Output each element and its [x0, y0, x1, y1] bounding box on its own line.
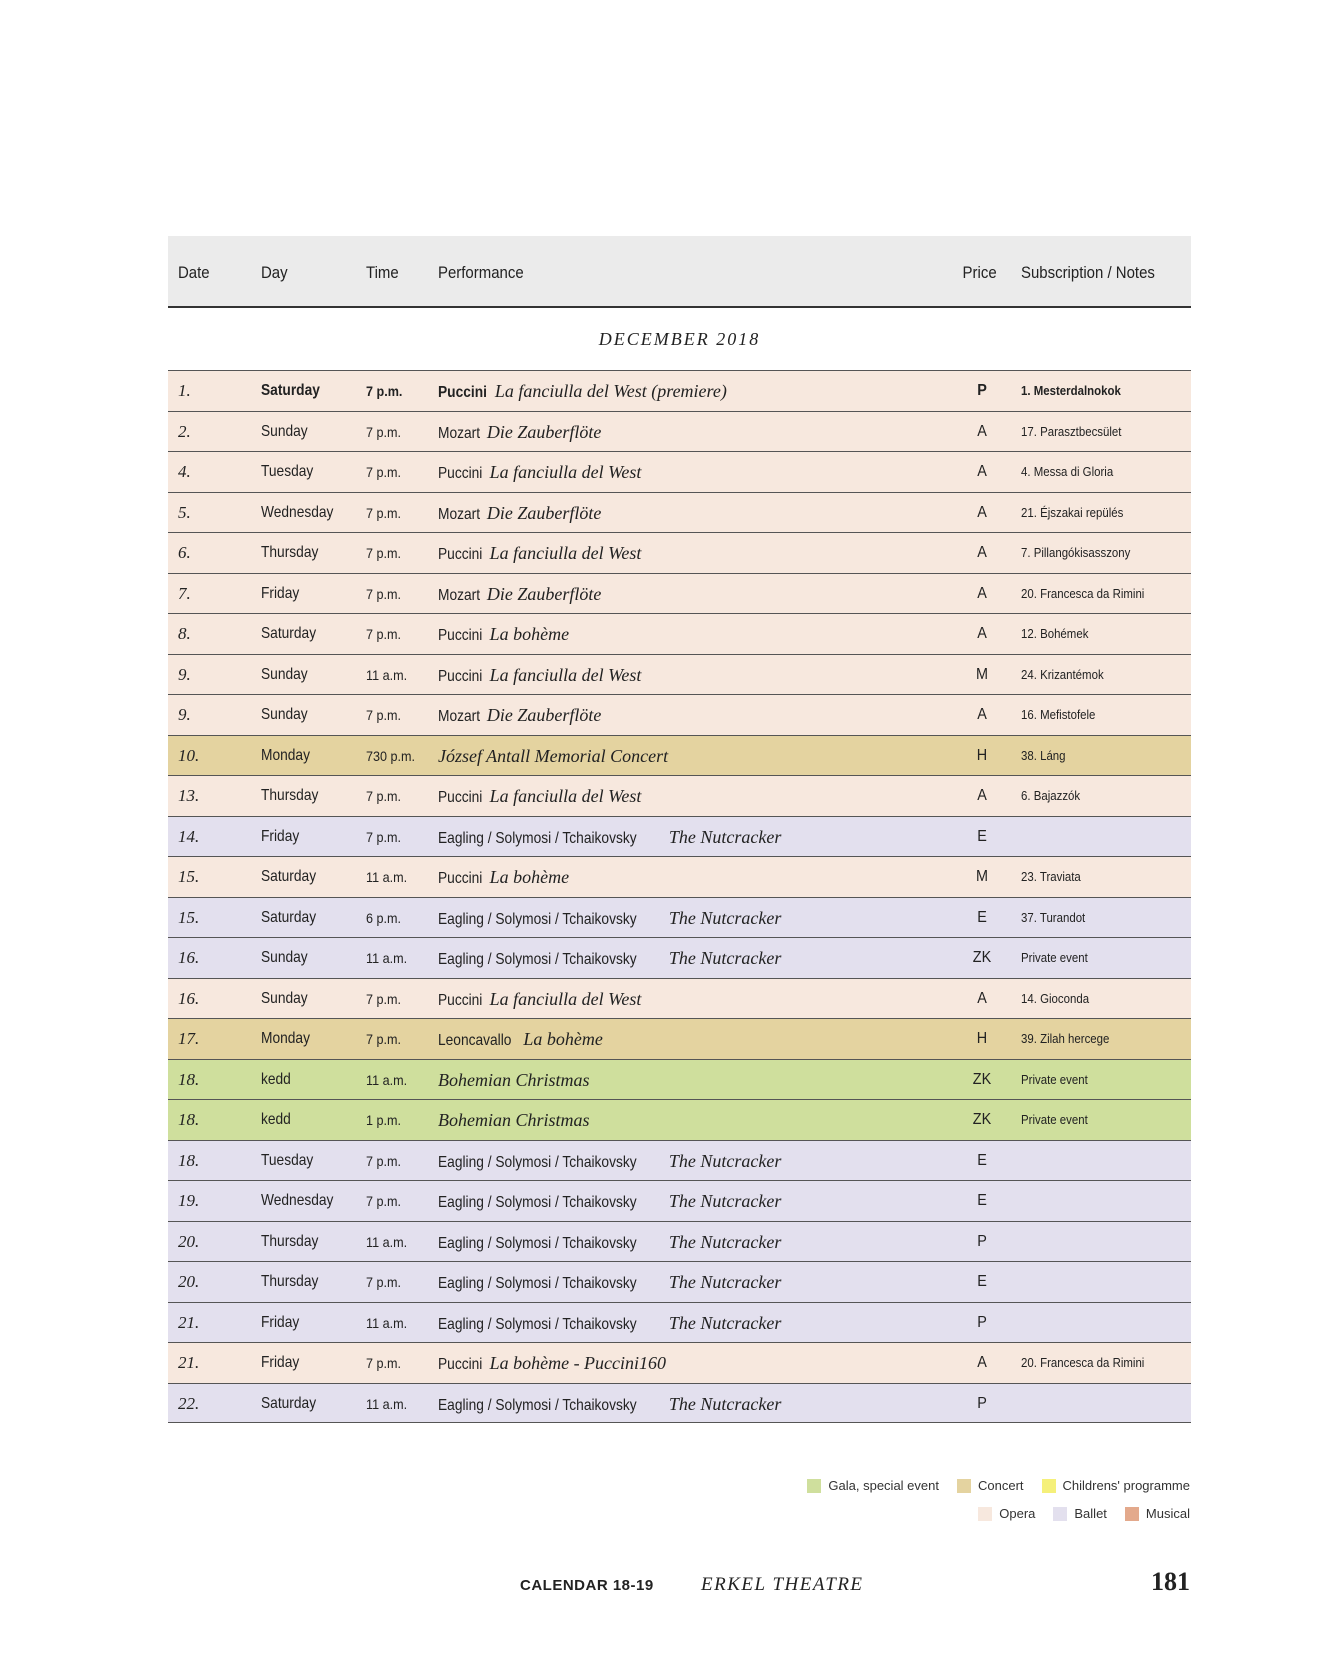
- row-notes: 37. Turandot: [1021, 909, 1086, 925]
- row-composer: Mozart: [438, 708, 481, 725]
- row-time: 7 p.m.: [366, 545, 402, 561]
- table-row: [168, 694, 1191, 735]
- row-composer: Eagling / Solymosi / Tchaikovsky: [438, 1315, 637, 1333]
- row-date: 16.: [178, 988, 200, 1008]
- table-row: [168, 1059, 1191, 1100]
- row-time: 7 p.m.: [366, 1193, 402, 1209]
- row-title: La bohème: [489, 624, 570, 644]
- row-title: The Nutcracker: [668, 826, 782, 847]
- row-day: Tuesday: [261, 1151, 314, 1169]
- row-day: Friday: [261, 584, 300, 602]
- legend-swatch: [978, 1507, 992, 1521]
- row-title: The Nutcracker: [668, 948, 782, 968]
- row-day: Sunday: [261, 949, 308, 966]
- table-row: [168, 1180, 1191, 1221]
- row-price: E: [977, 1273, 987, 1290]
- row-notes: 7. Pillangókisasszony: [1021, 545, 1131, 560]
- table-row: [168, 411, 1191, 452]
- row-time: 11 a.m.: [366, 1314, 408, 1331]
- row-date: 21.: [178, 1353, 200, 1372]
- table-row: [168, 1302, 1191, 1343]
- row-day: Thursday: [261, 1232, 319, 1250]
- legend-item: [807, 1478, 939, 1493]
- row-time: 7 p.m.: [366, 423, 402, 440]
- row-composer: Eagling / Solymosi / Tchaikovsky: [438, 1153, 637, 1171]
- legend-label: Musical: [1145, 1506, 1190, 1521]
- row-time: 7 p.m.: [366, 383, 403, 399]
- row-performance: [438, 1262, 781, 1304]
- row-day: Saturday: [261, 382, 320, 399]
- row-price: E: [977, 1192, 987, 1209]
- row-performance: [438, 655, 641, 697]
- month-heading: DECEMBER 2018: [598, 328, 761, 349]
- row-day: Thursday: [261, 787, 319, 804]
- legend-label: Ballet: [1074, 1506, 1107, 1521]
- row-performance: [438, 1019, 603, 1061]
- header-performance: Performance: [438, 263, 524, 282]
- row-price: P: [977, 1232, 987, 1250]
- table-row: [168, 735, 1191, 776]
- header-price: Price: [962, 263, 997, 282]
- row-performance: [438, 1384, 781, 1426]
- row-day: Friday: [261, 1313, 300, 1331]
- row-performance: [438, 1060, 590, 1102]
- row-notes: Private event: [1021, 1112, 1088, 1127]
- row-title: The Nutcracker: [668, 1191, 782, 1211]
- row-time: 7 p.m.: [366, 1031, 402, 1047]
- row-performance: [438, 493, 601, 535]
- table-row: [168, 897, 1191, 938]
- table-row: [168, 937, 1191, 978]
- row-time: 7 p.m.: [366, 1355, 402, 1371]
- row-composer: Eagling / Solymosi / Tchaikovsky: [438, 1275, 637, 1292]
- row-composer: Eagling / Solymosi / Tchaikovsky: [438, 829, 637, 847]
- row-performance: [438, 574, 601, 616]
- row-notes: 20. Francesca da Rimini: [1021, 1355, 1145, 1370]
- legend-row-2: [978, 1506, 1190, 1521]
- schedule-table: [168, 236, 1191, 1423]
- row-price: E: [977, 1151, 987, 1169]
- row-date: 4.: [178, 462, 191, 481]
- row-day: kedd: [261, 1111, 291, 1128]
- row-time: 7 p.m.: [366, 585, 402, 602]
- row-title: The Nutcracker: [668, 1393, 782, 1414]
- row-date: 16.: [178, 948, 200, 967]
- row-composer: Eagling / Solymosi / Tchaikovsky: [438, 1396, 637, 1414]
- row-time: 6 p.m.: [366, 909, 402, 926]
- row-notes: 17. Parasztbecsület: [1021, 423, 1122, 439]
- row-notes: 24. Krizantémok: [1021, 666, 1104, 682]
- table-row: [168, 1342, 1191, 1383]
- row-date: 21.: [178, 1312, 200, 1332]
- row-time: 11 a.m.: [366, 1395, 408, 1412]
- row-day: kedd: [261, 1070, 291, 1088]
- row-price: A: [977, 625, 987, 642]
- row-composer: Puccini: [438, 627, 483, 644]
- row-performance: [438, 1303, 781, 1345]
- row-price: A: [977, 422, 987, 440]
- row-date: 17.: [178, 1029, 200, 1048]
- row-composer: Puccini: [438, 789, 483, 806]
- row-performance: [438, 1100, 590, 1142]
- row-performance: [438, 898, 781, 940]
- row-title: Die Zauberflöte: [486, 583, 602, 604]
- row-performance: [438, 412, 601, 454]
- row-title: The Nutcracker: [668, 1231, 782, 1252]
- table-row: [168, 1383, 1191, 1424]
- row-title: The Nutcracker: [668, 907, 782, 928]
- table-row: [168, 978, 1191, 1019]
- row-time: 7 p.m.: [366, 504, 402, 521]
- row-composer: Puccini: [438, 465, 483, 482]
- legend-label: Opera: [999, 1506, 1036, 1521]
- row-performance: [438, 857, 569, 899]
- row-price: P: [977, 1394, 987, 1412]
- row-composer: Eagling / Solymosi / Tchaikovsky: [438, 1234, 637, 1252]
- row-notes: 12. Bohémek: [1021, 626, 1089, 641]
- row-time: 11 a.m.: [366, 1071, 408, 1088]
- row-notes: 16. Mefistofele: [1021, 707, 1096, 722]
- legend-label: Gala, special event: [828, 1478, 939, 1493]
- row-date: 13.: [178, 786, 200, 805]
- table-row: [168, 1099, 1191, 1140]
- row-day: Wednesday: [261, 1192, 334, 1209]
- row-price: P: [977, 382, 987, 399]
- row-title: Die Zauberflöte: [486, 705, 602, 725]
- row-performance: [438, 938, 781, 980]
- row-title: Bohemian Christmas: [438, 1110, 590, 1130]
- row-composer: Eagling / Solymosi / Tchaikovsky: [438, 1194, 637, 1211]
- row-composer: Puccini: [438, 870, 483, 887]
- table-row: [168, 1018, 1191, 1059]
- legend-swatch: [807, 1479, 821, 1493]
- row-time: 7 p.m.: [366, 707, 402, 723]
- row-performance: [438, 736, 668, 778]
- legend-swatch: [957, 1479, 971, 1493]
- row-price: A: [977, 463, 987, 480]
- row-notes: 21. Éjszakai repülés: [1021, 504, 1124, 520]
- row-day: Saturday: [261, 908, 317, 926]
- row-price: A: [977, 1354, 987, 1371]
- row-performance: [438, 371, 727, 413]
- footer-theatre: ERKEL THEATRE: [701, 1574, 864, 1595]
- row-composer: Mozart: [438, 505, 481, 523]
- row-time: 7 p.m.: [366, 1152, 402, 1169]
- table-row: [168, 613, 1191, 654]
- row-day: Sunday: [261, 706, 308, 723]
- row-title: La fanciulla del West: [489, 664, 642, 685]
- row-price: A: [977, 584, 987, 602]
- row-date: 2.: [178, 421, 191, 441]
- row-title: La fanciulla del West: [489, 786, 642, 806]
- legend-item: [978, 1506, 1035, 1521]
- row-time: 11 a.m.: [366, 869, 408, 885]
- row-price: ZK: [972, 949, 992, 966]
- footer-calendar: CALENDAR 18-19: [520, 1577, 654, 1594]
- legend-swatch: [1042, 1479, 1056, 1493]
- row-date: 5.: [178, 502, 191, 522]
- row-date: 14.: [178, 826, 200, 846]
- row-price: E: [977, 827, 987, 845]
- row-performance: [438, 1181, 781, 1223]
- row-price: E: [977, 908, 987, 926]
- header-notes: Subscription / Notes: [1021, 263, 1155, 282]
- header-time: Time: [366, 263, 399, 282]
- row-composer: Mozart: [438, 424, 481, 442]
- row-notes: 39. Zilah hercege: [1021, 1031, 1110, 1046]
- row-title: La bohème: [489, 867, 570, 887]
- row-price: P: [977, 1313, 987, 1331]
- row-title: The Nutcracker: [668, 1150, 782, 1171]
- table-row: [168, 775, 1191, 816]
- table-row: [168, 370, 1191, 411]
- table-header: [168, 236, 1191, 308]
- row-date: 7.: [178, 583, 191, 603]
- row-time: 7 p.m.: [366, 788, 402, 804]
- row-performance: [438, 695, 601, 737]
- row-day: Monday: [261, 746, 310, 764]
- row-composer: Puccini: [438, 1356, 483, 1373]
- row-performance: [438, 1222, 781, 1264]
- row-composer: Puccini: [438, 384, 487, 401]
- row-date: 6.: [178, 543, 191, 562]
- row-time: 7 p.m.: [366, 990, 402, 1007]
- row-performance: [438, 817, 781, 859]
- row-price: A: [977, 503, 987, 521]
- table-row: [168, 816, 1191, 857]
- table-row: [168, 1221, 1191, 1262]
- header-date: Date: [178, 263, 210, 282]
- row-title: The Nutcracker: [668, 1272, 782, 1292]
- row-date: 8.: [178, 624, 191, 643]
- row-date: 22.: [178, 1393, 200, 1413]
- legend-item: [1053, 1506, 1107, 1521]
- row-time: 1 p.m.: [366, 1112, 402, 1128]
- row-day: Saturday: [261, 625, 317, 642]
- row-day: Sunday: [261, 422, 308, 440]
- table-body: [168, 370, 1191, 1423]
- row-notes: 23. Traviata: [1021, 869, 1081, 884]
- row-time: 11 a.m.: [366, 666, 408, 683]
- legend-label: Childrens' programme: [1062, 1478, 1190, 1493]
- row-title: Bohemian Christmas: [438, 1069, 590, 1090]
- legend-item: [1042, 1478, 1190, 1493]
- table-row: [168, 492, 1191, 533]
- row-date: 10.: [178, 745, 200, 765]
- row-composer: Leoncavallo: [438, 1032, 512, 1049]
- row-performance: [438, 614, 569, 656]
- row-time: 11 a.m.: [366, 1233, 408, 1250]
- row-time: 7 p.m.: [366, 626, 402, 642]
- row-price: M: [975, 868, 988, 885]
- table-row: [168, 451, 1191, 492]
- row-composer: Eagling / Solymosi / Tchaikovsky: [438, 951, 637, 968]
- row-day: Wednesday: [261, 503, 334, 521]
- table-row: [168, 856, 1191, 897]
- legend-item: [957, 1478, 1024, 1493]
- row-date: 9.: [178, 705, 191, 724]
- row-day: Friday: [261, 1354, 300, 1371]
- row-date: 19.: [178, 1191, 200, 1210]
- row-time: 7 p.m.: [366, 464, 402, 480]
- table-row: [168, 573, 1191, 614]
- row-title: La fanciulla del West: [489, 988, 642, 1009]
- row-notes: 20. Francesca da Rimini: [1021, 585, 1145, 601]
- row-title: The Nutcracker: [668, 1312, 782, 1333]
- row-date: 20.: [178, 1272, 200, 1291]
- row-title: József Antall Memorial Concert: [438, 745, 669, 766]
- row-notes: 4. Messa di Gloria: [1021, 464, 1114, 479]
- row-date: 15.: [178, 907, 200, 927]
- row-price: H: [976, 746, 988, 764]
- row-notes: 38. Láng: [1021, 747, 1066, 763]
- row-date: 1.: [178, 381, 191, 400]
- row-date: 18.: [178, 1150, 200, 1170]
- row-performance: [438, 452, 641, 494]
- header-day: Day: [261, 263, 288, 282]
- legend-swatch: [1053, 1507, 1067, 1521]
- row-composer: Puccini: [438, 667, 483, 685]
- row-notes: 14. Gioconda: [1021, 990, 1090, 1006]
- row-day: Saturday: [261, 868, 317, 885]
- legend-label: Concert: [977, 1478, 1024, 1493]
- row-price: A: [977, 706, 987, 723]
- table-row: [168, 1261, 1191, 1302]
- row-title: La fanciulla del West (premiere): [494, 381, 727, 401]
- page-number: 181: [1151, 1567, 1190, 1596]
- row-composer: Puccini: [438, 546, 483, 563]
- row-title: La bohème: [523, 1029, 603, 1049]
- row-composer: Puccini: [438, 991, 483, 1009]
- row-date: 18.: [178, 1069, 200, 1089]
- row-title: La fanciulla del West: [489, 462, 642, 482]
- row-day: Sunday: [261, 989, 308, 1007]
- row-performance: [438, 533, 641, 575]
- row-notes: Private event: [1021, 1071, 1088, 1087]
- row-day: Saturday: [261, 1394, 317, 1412]
- row-performance: [438, 776, 641, 818]
- row-time: 7 p.m.: [366, 828, 402, 845]
- row-title: La fanciulla del West: [489, 543, 642, 563]
- row-time: 11 a.m.: [366, 950, 408, 966]
- row-notes: 1. Mesterdalnokok: [1021, 383, 1121, 398]
- row-day: Friday: [261, 827, 300, 845]
- row-date: 15.: [178, 867, 200, 886]
- row-day: Monday: [261, 1030, 310, 1047]
- row-price: ZK: [972, 1111, 992, 1128]
- row-price: A: [977, 544, 987, 561]
- row-performance: [438, 1343, 666, 1385]
- row-time: 730 p.m.: [366, 747, 416, 764]
- row-performance: [438, 979, 641, 1021]
- row-notes: Private event: [1021, 950, 1088, 965]
- row-day: Thursday: [261, 544, 319, 561]
- legend-row-1: [807, 1478, 1190, 1493]
- row-title: Die Zauberflöte: [486, 502, 602, 523]
- row-day: Tuesday: [261, 463, 314, 480]
- row-day: Sunday: [261, 665, 308, 683]
- row-date: 9.: [178, 664, 191, 684]
- row-day: Thursday: [261, 1273, 319, 1290]
- row-date: 18.: [178, 1110, 200, 1129]
- table-row: [168, 654, 1191, 695]
- row-composer: Mozart: [438, 586, 481, 604]
- table-row: [168, 1140, 1191, 1181]
- row-price: M: [975, 665, 988, 683]
- row-date: 20.: [178, 1231, 200, 1251]
- legend-item: [1125, 1506, 1190, 1521]
- row-price: ZK: [972, 1070, 992, 1088]
- row-composer: Eagling / Solymosi / Tchaikovsky: [438, 910, 637, 928]
- row-notes: 6. Bajazzók: [1021, 788, 1081, 803]
- row-time: 7 p.m.: [366, 1274, 402, 1290]
- row-price: H: [976, 1030, 988, 1047]
- row-price: A: [977, 989, 987, 1007]
- row-price: A: [977, 787, 987, 804]
- row-performance: [438, 1141, 781, 1183]
- legend-swatch: [1125, 1507, 1139, 1521]
- table-row: [168, 532, 1191, 573]
- row-title: Die Zauberflöte: [486, 421, 602, 442]
- row-title: La bohème - Puccini160: [489, 1353, 667, 1373]
